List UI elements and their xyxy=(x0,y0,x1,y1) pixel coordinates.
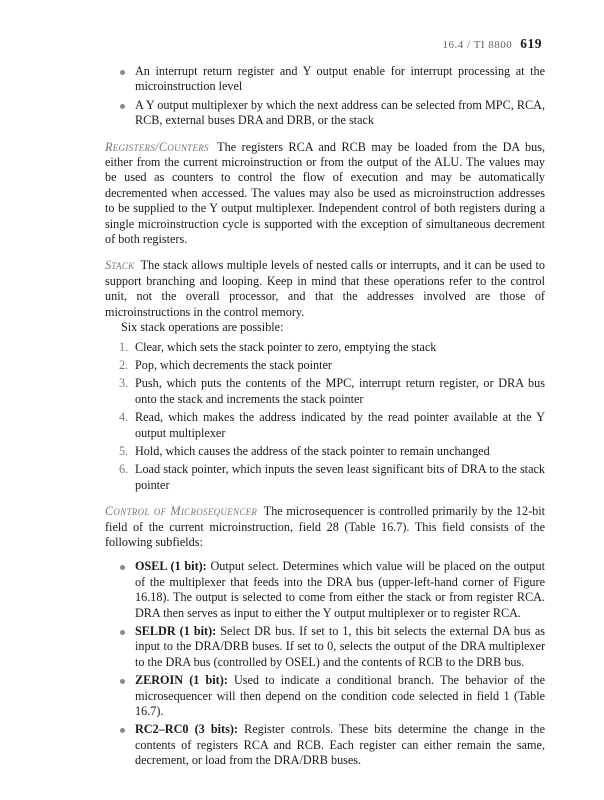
list-item: A Y output multiplexer by which the next address can be selected from MPC, RCA, RCB, external buses DRA and DRB, or the stack xyxy=(105,98,545,129)
item-number: 1. xyxy=(119,339,129,354)
registers-text: The registers RCA and RCB may be loaded from the DA bus, either from the current microinstruction or from the output of the ALU. The values may be used as counters to control the flow of execution and may be automatically decremented when accessed. The values may also be used as microinstruction addresses to be supplied to the Y output multiplexer. Independent control of both registers during a single microinstruction cycle is supported with the exception of simultaneous decrement of both registers. xyxy=(105,139,545,247)
section-label: 16.4 / TI 8800 xyxy=(442,39,513,51)
item-number: 4. xyxy=(119,410,129,425)
field-text: Register controls. These bits determine the change in the contents of registers RCA and RCB. Each register can either remain the same, decrement, or load from the DRA/DRB buses. xyxy=(135,722,545,768)
control-paragraph xyxy=(105,504,545,550)
item-text: Push, which puts the contents of the MPC, interrupt return register, or DRA bus onto the stack and increments the stack pointer xyxy=(135,376,545,406)
item-text: Load stack pointer, which inputs the seven least significant bits of DRA to the stack pointer xyxy=(135,462,545,492)
item-number: 3. xyxy=(119,376,129,391)
item-text: Hold, which causes the address of the stack pointer to remain unchanged xyxy=(135,443,490,458)
running-header xyxy=(443,36,543,53)
list-item xyxy=(105,340,545,355)
item-number: 2. xyxy=(119,357,129,372)
field-text: Output select. Determines which value will be placed on the output of the multiplexer that feeds into the DRA bus (upper-left-hand corner of Figure 16.18). The output is selected to come from either the stack or from register RCA. DRA then serves as input to either the Y output multiplexer or to register RCA. xyxy=(135,559,545,620)
field-name: OSEL (1 bit): xyxy=(135,559,207,574)
item-text: Pop, which decrements the stack pointer xyxy=(135,357,332,372)
list-item xyxy=(105,624,545,670)
top-bullet-list xyxy=(105,64,545,129)
field-name: RC2–RC0 (3 bits): xyxy=(135,722,238,737)
item-number: 5. xyxy=(119,443,129,458)
list-item: An interrupt return register and Y output enable for interrupt processing at the microinstruction level xyxy=(105,64,545,95)
field-text: Select DR bus. If set to 1, this bit selects the external DA bus as input to the DRA/DRB buses. If set to 0, selects the output of the DRA multiplexer to the DRA bus (controlled by OSEL) and the contents of RCB to the DRB bus. xyxy=(135,624,545,669)
page-body xyxy=(105,64,545,772)
list-item xyxy=(105,559,545,621)
item-text: Read, which makes the address indicated by the read pointer available at the Y output multiplexer xyxy=(135,410,545,440)
stack-paragraph xyxy=(105,258,545,320)
list-item xyxy=(105,410,545,441)
field-text: Used to indicate a conditional branch. The behavior of the microsequencer will then depend on the condition code selected in field 1 (Table 16.7). xyxy=(135,673,545,719)
list-item xyxy=(105,722,545,768)
item-text: Clear, which sets the stack pointer to zero, emptying the stack xyxy=(135,339,437,354)
registers-heading: Registers/Counters xyxy=(105,139,209,154)
list-item xyxy=(105,444,545,459)
list-item xyxy=(105,462,545,493)
subfield-list xyxy=(105,559,545,768)
control-heading: Control of Microsequencer xyxy=(105,504,258,519)
list-item xyxy=(105,673,545,719)
list-item xyxy=(105,376,545,407)
page-number: 619 xyxy=(520,36,542,51)
stack-intro: Six stack operations are possible: xyxy=(121,320,284,335)
item-number: 6. xyxy=(119,462,129,477)
stack-heading: Stack xyxy=(105,258,135,273)
field-name: SELDR (1 bit): xyxy=(135,624,217,638)
field-name: ZEROIN (1 bit): xyxy=(135,673,228,688)
registers-paragraph xyxy=(105,140,545,248)
list-item xyxy=(105,358,545,373)
stack-operations-list xyxy=(105,340,545,494)
stack-text: The stack allows multiple levels of nested calls or interrupts, and it can be used to support branching and looping. Keep in mind that these operations refer to the control unit, not the overall processor, and that the addresses involved are those of microinstructions in the control memory. xyxy=(105,258,546,319)
control-text: The microsequencer is controlled primarily by the 12-bit field of the current microinstruction, field 28 (Table 16.7). This field consists of the following subfields: xyxy=(105,504,546,549)
